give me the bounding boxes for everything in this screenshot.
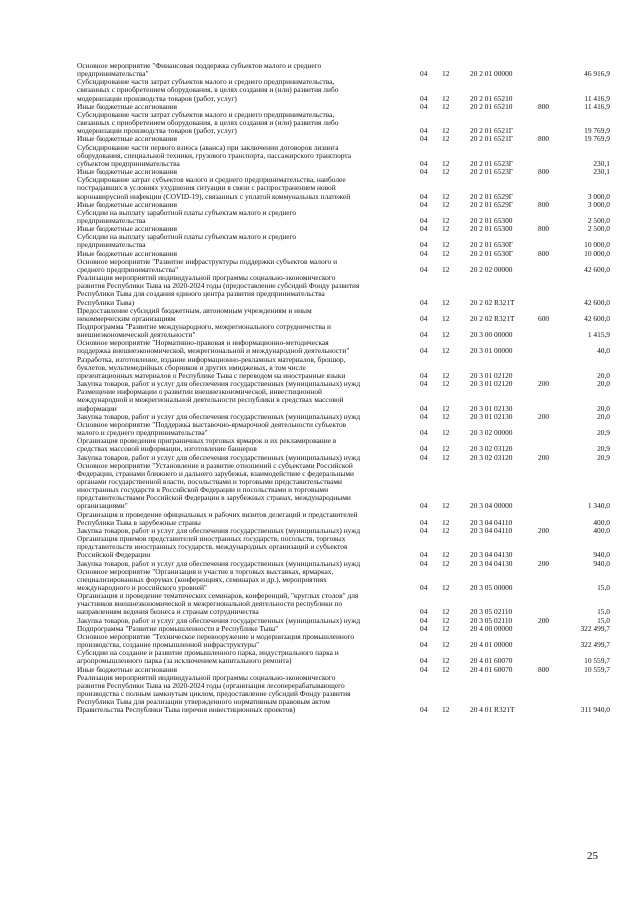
target-article-code: 20 3 05 02110 [470, 615, 513, 625]
section-code: 04 [420, 126, 428, 136]
table-row [0, 78, 640, 102]
section-code: 04 [420, 452, 428, 462]
target-article-code: 20 2 01 6530Г [470, 240, 514, 250]
subsection-code: 12 [442, 411, 450, 421]
row-name: Основное мероприятие "Поддержка выставочно-ярмарочной деятельности субъектов малого и среднего предпринимательства" [77, 419, 347, 438]
subsection-code: 12 [442, 525, 450, 535]
row-name: Закупка товаров, работ и услуг для обеспечения государственных (муниципальных) нужд [77, 452, 361, 462]
amount: 400,0 [593, 525, 610, 535]
section-code: 04 [420, 379, 428, 389]
amount: 1 340,0 [587, 501, 610, 511]
row-name: Субсидии на создание и развитие промышленного парка, индустриального парка и агропромышленного парка (за исключением капитального ремонта) [77, 648, 339, 666]
amount: 3 000,0 [587, 199, 610, 209]
table-row [0, 176, 640, 200]
section-code: 04 [420, 264, 428, 274]
target-article-code: 20 3 04 04130 [470, 558, 513, 568]
subsection-code: 12 [442, 615, 450, 625]
section-code: 04 [420, 248, 428, 258]
target-article-code: 20 2 01 6530Г [470, 248, 514, 258]
section-code: 04 [420, 664, 428, 674]
target-article-code: 20 2 01 6523Г [470, 167, 514, 177]
table-row [0, 535, 640, 559]
amount: 15,0 [597, 607, 610, 617]
target-article-code: 20 3 05 02110 [470, 607, 513, 617]
target-article-code: 20 4 01 00000 [470, 640, 513, 650]
table-row [0, 437, 640, 453]
row-name: Реализация мероприятий индивидуальной программы социально-экономического развития Республики Тыва на 2020-2024 годы (предоставление субсидий Фонду развития Республики Тыва для создания единого центра развития предпринимательства Республики Тыва) [77, 273, 360, 307]
subsection-code: 12 [442, 101, 450, 111]
subsection-code: 12 [442, 428, 450, 438]
target-article-code: 20 3 01 02130 [470, 403, 513, 413]
row-name: Основное мероприятие "Организация и участие в торговых выставках, ярмарках, специализированных форумах (конференциях, семинарах и др.), мероприятиях международного и российского уровней" [77, 566, 334, 592]
row-name: Закупка товаров, работ и услуг для обеспечения государственных (муниципальных) нужд [77, 411, 361, 421]
target-article-code: 20 2 01 00000 [470, 69, 513, 79]
target-article-code: 20 2 02 00000 [470, 264, 513, 274]
amount: 11 416,9 [584, 93, 610, 103]
section-code: 04 [420, 501, 428, 511]
subsection-code: 12 [442, 403, 450, 413]
row-name: Организация и проведение тематических семинаров, конференций, "круглых столов" для участников внешнеэкономической и межрегиональной деятельности республики по направлениям ведения бизнеса и странам сотрудничества [77, 591, 359, 617]
section-code: 04 [420, 215, 428, 225]
section-code: 04 [420, 558, 428, 568]
expense-type-code: 600 [538, 313, 550, 323]
table-row [0, 339, 640, 355]
table-row [0, 62, 640, 78]
row-name: Закупка товаров, работ и услуг для обеспечения государственных (муниципальных) нужд [77, 525, 361, 535]
section-code: 04 [420, 240, 428, 250]
subsection-code: 12 [442, 248, 450, 258]
row-name: Основное мероприятие "Финансовая поддержка субъектов малого и среднего предпринимательства" [77, 61, 322, 79]
target-article-code: 20 2 01 65210 [470, 93, 513, 103]
table-row [0, 356, 640, 380]
row-name: Иные бюджетные ассигнования [77, 101, 178, 111]
amount: 19 769,9 [584, 126, 610, 136]
row-name: Организация и проведение официальных и рабочих визитов делегаций и представителей Республики Тыва в зарубежные страны [77, 509, 358, 527]
subsection-code: 12 [442, 607, 450, 617]
expense-type-code: 200 [538, 452, 550, 462]
target-article-code: 20 3 02 00000 [470, 428, 513, 438]
target-article-code: 20 2 01 6529Г [470, 191, 514, 201]
amount: 20,0 [597, 379, 610, 389]
target-article-code: 20 4 00 00000 [470, 623, 513, 633]
subsection-code: 12 [442, 346, 450, 356]
target-article-code: 20 3 05 00000 [470, 583, 513, 592]
subsection-code: 12 [442, 313, 450, 323]
target-article-code: 20 3 04 00000 [470, 501, 513, 511]
target-article-code: 20 2 02 R321Т [470, 297, 515, 307]
amount: 940,0 [593, 558, 610, 568]
row-name: Закупка товаров, работ и услуг для обеспечения государственных (муниципальных) нужд [77, 379, 361, 389]
section-code: 04 [420, 444, 428, 454]
expense-type-code: 800 [538, 224, 550, 234]
row-name: Иные бюджетные ассигнования [77, 167, 178, 177]
row-name: Иные бюджетные ассигнования [77, 224, 178, 234]
row-name: Закупка товаров, работ и услуг для обеспечения государственных (муниципальных) нужд [77, 615, 361, 625]
target-article-code: 20 3 04 04110 [470, 525, 513, 535]
section-code: 04 [420, 224, 428, 234]
row-name: Основное мероприятие "Нормативно-правовая и информационно-методическая поддержка внешнеэкономической, межрегиональной и международной деятельности" [77, 338, 350, 356]
section-code: 04 [420, 640, 428, 650]
subsection-code: 12 [442, 93, 450, 103]
target-article-code: 20 2 02 R321Т [470, 313, 515, 323]
page-number: 25 [587, 850, 598, 862]
expense-type-code: 800 [538, 167, 550, 177]
subsection-code: 12 [442, 379, 450, 389]
row-name: Подпрограмма "Развитие международного, межрегионального сотрудничества и внешнеэкономической деятельности" [77, 322, 332, 340]
amount: 1 415,9 [587, 330, 610, 340]
target-article-code: 20 2 01 6529Г [470, 199, 514, 209]
section-code: 04 [420, 346, 428, 356]
subsection-code: 12 [442, 264, 450, 274]
table-row [0, 274, 640, 307]
target-article-code: 20 2 01 65300 [470, 215, 513, 225]
row-name: Иные бюджетные ассигнования [77, 664, 178, 674]
table-row [0, 649, 640, 665]
row-name: Размещение информации о развитии внешнеэкономической, инвестиционной международной и межрегиональной деятельности республики в средствах массовой информации [77, 387, 344, 413]
amount: 10 000,0 [584, 240, 610, 250]
expense-type-code: 800 [538, 134, 550, 144]
subsection-code: 12 [442, 640, 450, 650]
subsection-code: 12 [442, 583, 450, 592]
section-code: 04 [420, 623, 428, 633]
subsection-code: 12 [442, 224, 450, 234]
table-row [0, 511, 640, 527]
section-code: 04 [420, 525, 428, 535]
target-article-code: 20 3 01 02130 [470, 411, 513, 421]
subsection-code: 12 [442, 134, 450, 144]
table-row [0, 674, 640, 715]
amount: 15,0 [597, 615, 610, 625]
amount: 20,9 [597, 452, 610, 462]
subsection-code: 12 [442, 517, 450, 527]
subsection-code: 12 [442, 297, 450, 307]
target-article-code: 20 2 01 65300 [470, 224, 513, 234]
section-code: 04 [420, 297, 428, 307]
target-article-code: 20 2 01 65210 [470, 101, 513, 111]
section-code: 04 [420, 403, 428, 413]
subsection-code: 12 [442, 126, 450, 136]
section-code: 04 [420, 370, 428, 380]
subsection-code: 12 [442, 550, 450, 560]
row-name: Закупка товаров, работ и услуг для обеспечения государственных (муниципальных) нужд [77, 558, 361, 568]
amount: 322 499,7 [580, 640, 610, 650]
amount: 20,0 [597, 411, 610, 421]
amount: 40,0 [597, 346, 610, 356]
section-code: 04 [420, 705, 428, 715]
row-name: Субсидирование части затрат субъектов малого и среднего предпринимательства, связанных с приобретением оборудования, в целях создания и (или) развития либо модернизации производства товаров (работ, услуг) [77, 109, 339, 136]
expense-type-code: 200 [538, 615, 550, 625]
expense-type-code: 200 [538, 411, 550, 421]
section-code: 04 [420, 428, 428, 438]
expense-type-code: 800 [538, 199, 550, 209]
row-name: Иные бюджетные ассигнования [77, 199, 178, 209]
section-code: 04 [420, 101, 428, 111]
amount: 2 500,0 [587, 215, 610, 225]
target-article-code: 20 3 02 03120 [470, 452, 513, 462]
amount: 20,9 [597, 444, 610, 454]
section-code: 04 [420, 93, 428, 103]
amount: 15,0 [597, 583, 610, 592]
target-article-code: 20 4 01 60070 [470, 656, 513, 666]
amount: 42 600,0 [584, 313, 610, 323]
expense-type-code: 800 [538, 101, 550, 111]
section-code: 04 [420, 583, 428, 592]
section-code: 04 [420, 615, 428, 625]
row-name: Субсидирование части затрат субъектов малого и среднего предпринимательства, связанных с приобретением оборудования, в целях создания и (или) развития либо модернизации производства товаров (работ, услуг) [77, 77, 339, 103]
subsection-code: 12 [442, 558, 450, 568]
target-article-code: 20 3 01 02120 [470, 379, 513, 389]
row-name: Иные бюджетные ассигнования [77, 134, 178, 144]
subsection-code: 12 [442, 240, 450, 250]
table-row [0, 209, 640, 225]
target-article-code: 20 3 01 00000 [470, 346, 513, 356]
subsection-code: 12 [442, 215, 450, 225]
row-name: Субсидии на выплату заработной платы субъектам малого и среднего предпринимательства [77, 207, 297, 225]
table-row [0, 633, 640, 649]
amount: 20,0 [597, 370, 610, 380]
section-code: 04 [420, 607, 428, 617]
amount: 230,1 [593, 158, 610, 168]
amount: 3 000,0 [587, 191, 610, 201]
row-name: Основное мероприятие "Развитие инфраструктуры поддержки субъектов малого и среднего предпринимательства" [77, 256, 338, 274]
amount: 20,9 [597, 428, 610, 438]
section-code: 04 [420, 411, 428, 421]
target-article-code: 20 3 00 00000 [470, 330, 513, 340]
target-article-code: 20 2 01 6523Г [470, 158, 514, 168]
section-code: 04 [420, 134, 428, 144]
target-article-code: 20 3 04 04110 [470, 517, 513, 527]
section-code: 04 [420, 517, 428, 527]
amount: 10 000,0 [584, 248, 610, 258]
amount: 10 559,7 [584, 664, 610, 674]
row-name: Организация проведения приграничных торговых ярмарок и их рекламирование в средствах массовой информации, изготовление баннеров [77, 436, 337, 454]
table-row [0, 307, 640, 323]
target-article-code: 20 3 04 04130 [470, 550, 513, 560]
expense-type-code: 200 [538, 525, 550, 535]
subsection-code: 12 [442, 191, 450, 201]
amount: 42 600,0 [584, 264, 610, 274]
row-name: Организация приемов представителей иностранных государств, посольств, торговых представительств иностранных государств, международных организаций и субъектов Российской Федерации [77, 534, 348, 560]
table-row [0, 462, 640, 511]
section-code: 04 [420, 158, 428, 168]
section-code: 04 [420, 191, 428, 201]
subsection-code: 12 [442, 199, 450, 209]
subsection-code: 12 [442, 444, 450, 454]
row-name: Реализация мероприятий индивидуальной программы социально-экономического развития Республики Тыва на 2020-2024 годы (организация лесоперерабатывающего производства с полным замкнутым циклом, предоставление субсидий Фонду развития Республики Тыва для реализации утвержденного нормативным правовым актом Правительства Республики Тыва перечня инвестиционных проектов) [77, 672, 351, 715]
amount: 400,0 [593, 517, 610, 527]
table-row [0, 144, 640, 168]
expense-type-code: 200 [538, 379, 550, 389]
section-code: 04 [420, 199, 428, 209]
target-article-code: 20 3 01 02120 [470, 370, 513, 380]
section-code: 04 [420, 656, 428, 666]
amount: 20,0 [597, 403, 610, 413]
subsection-code: 12 [442, 452, 450, 462]
target-article-code: 20 4 01 R321Т [470, 705, 515, 715]
subsection-code: 12 [442, 656, 450, 666]
section-code: 04 [420, 167, 428, 177]
amount: 940,0 [593, 550, 610, 560]
table-row [0, 421, 640, 437]
section-code: 04 [420, 69, 428, 79]
amount: 230,1 [593, 167, 610, 177]
subsection-code: 12 [442, 330, 450, 340]
section-code: 04 [420, 550, 428, 560]
table-row [0, 258, 640, 274]
subsection-code: 12 [442, 370, 450, 380]
amount: 42 600,0 [584, 297, 610, 307]
amount: 19 769,9 [584, 134, 610, 144]
subsection-code: 12 [442, 501, 450, 511]
row-name: Подпрограмма "Развитие промышленности в Республике Тыва" [77, 623, 279, 633]
target-article-code: 20 4 01 60070 [470, 664, 513, 674]
subsection-code: 12 [442, 167, 450, 177]
expense-type-code: 800 [538, 248, 550, 258]
table-row [0, 568, 640, 592]
amount: 11 416,9 [584, 101, 610, 111]
table-row [0, 388, 640, 412]
table-row [0, 111, 640, 135]
table-row [0, 233, 640, 249]
budget-table [0, 62, 640, 715]
table-row [0, 592, 640, 616]
subsection-code: 12 [442, 664, 450, 674]
amount: 46 916,9 [584, 69, 610, 79]
row-name: Предоставление субсидий бюджетным, автономным учреждениям и иным некоммерческим организациям [77, 305, 312, 323]
row-name: Основное мероприятие "Техническое перевооружение и модернизация промышленного производства, создание промышленной инфраструктуры" [77, 631, 355, 650]
subsection-code: 12 [442, 705, 450, 715]
row-name: Субсидии на выплату заработной платы субъектам малого и среднего предпринимательства [77, 232, 297, 250]
target-article-code: 20 2 01 6521Г [470, 126, 514, 136]
subsection-code: 12 [442, 623, 450, 633]
row-name: Субсидирование части первого взноса (аванса) при заключении договоров лизинга оборудования, специальной техники, грузового транспорта, пассажирского транспорта субъектом предпринимательства [77, 142, 352, 168]
expense-type-code: 800 [538, 664, 550, 674]
target-article-code: 20 2 01 6521Г [470, 134, 514, 144]
row-name: Иные бюджетные ассигнования [77, 248, 178, 258]
row-name: Основное мероприятие "Установление и развитие отношений с субъектами Российской Федерации, странами ближнего и дальнего зарубежья, взаимодействие с федеральными органами государственной власти, посольствами и торговыми представительствами иностранных государств в Российской Федерации и посольствами и торговыми представительствами Российской Федерации в зарубежных странах, международными организациями" [77, 460, 355, 511]
subsection-code: 12 [442, 69, 450, 79]
amount: 311 940,0 [580, 705, 610, 715]
section-code: 04 [420, 313, 428, 323]
row-name: Субсидирование затрат субъектов малого и среднего предпринимательства, наиболее пострадавших в условиях ухудшения ситуации в связи с распространением новой коронавирусной инфекции (COVID-19), связанных с уплатой коммунальных платежей [77, 175, 351, 201]
expense-type-code: 200 [538, 558, 550, 568]
amount: 10 559,7 [584, 656, 610, 666]
amount: 322 499,7 [580, 623, 610, 633]
table-row [0, 323, 640, 339]
amount: 2 500,0 [587, 224, 610, 234]
section-code: 04 [420, 330, 428, 340]
target-article-code: 20 3 02 03120 [470, 444, 513, 454]
subsection-code: 12 [442, 158, 450, 168]
row-name: Разработка, изготовление, издание информационно-рекламных материалов, брошюр, буклетов, мультимедийных сборников и других имиджевых, в том числе презентационных материалов о Республике Тыва с переводом на иностранные языки [77, 354, 346, 380]
